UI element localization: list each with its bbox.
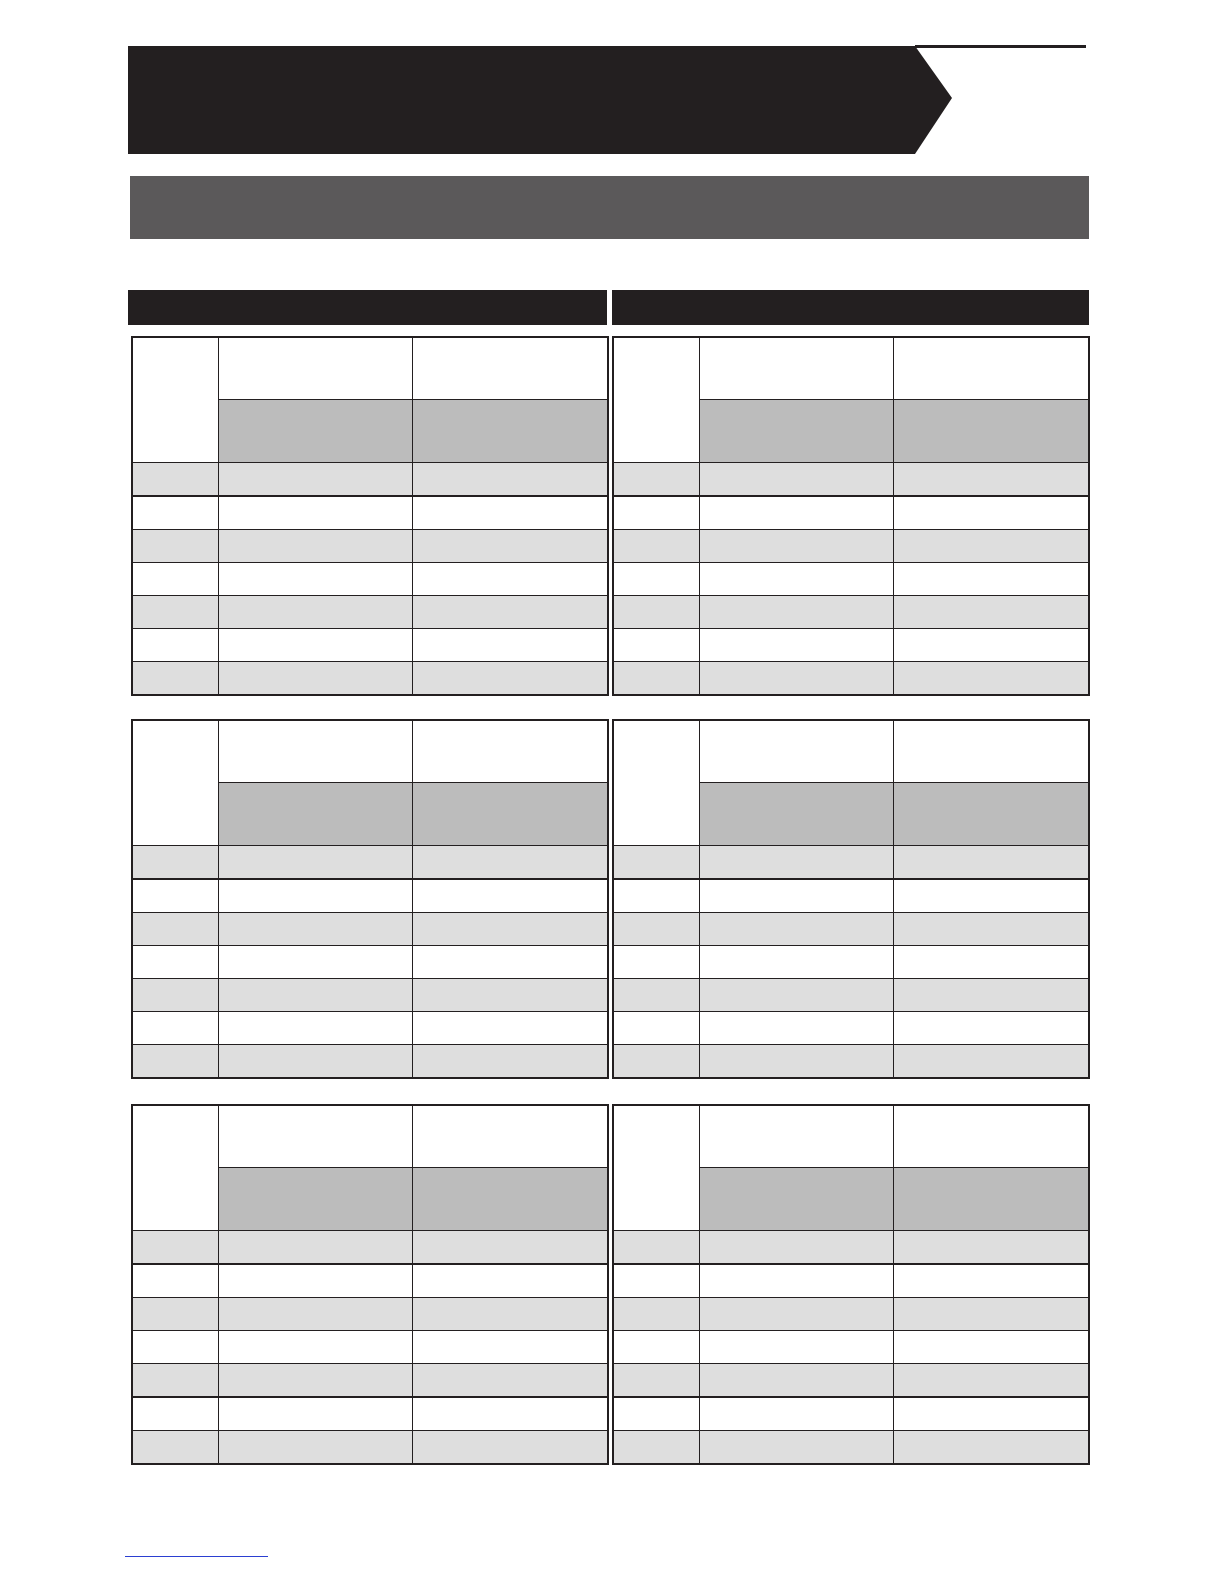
table-row [132,1231,608,1265]
table-row [613,1331,1089,1364]
table-cell [613,879,699,913]
table-cell [218,946,412,979]
table-cell [613,979,699,1012]
table-cell [699,1397,893,1431]
spec-table-right-3 [612,1104,1090,1465]
table-cell [132,1397,218,1431]
table-header-cell [412,337,608,400]
table-header-cell [218,1105,412,1168]
table-corner-cell [132,337,218,463]
table-cell [893,662,1089,696]
table-row [613,979,1089,1012]
table-cell [893,463,1089,497]
table-cell [699,1298,893,1331]
table-cell [412,629,608,662]
table-cell [613,563,699,596]
table-row [132,913,608,946]
table-row [132,1012,608,1045]
table-subheader-cell [699,1168,893,1231]
table-corner-cell [132,1105,218,1231]
table-cell [613,946,699,979]
table-row [132,1331,608,1364]
table-cell [412,846,608,880]
table-cell [132,1264,218,1298]
table-cell [132,596,218,629]
table-cell [218,913,412,946]
table-row [613,913,1089,946]
left-column-header [128,290,607,325]
table-cell [218,1012,412,1045]
table-cell [699,1231,893,1265]
table-cell [893,1231,1089,1265]
table-cell [613,1012,699,1045]
table-row [613,1431,1089,1465]
table-cell [412,1364,608,1398]
table-cell [218,1045,412,1079]
table-cell [893,629,1089,662]
table-cell [412,1397,608,1431]
table-subheader-cell [893,783,1089,846]
table-subheader-cell [412,1168,608,1231]
spec-table-right-2 [612,719,1090,1079]
table-row [132,662,608,696]
table-subheader-cell [699,783,893,846]
table-row [132,879,608,913]
table-header-cell [699,337,893,400]
table-cell [218,1298,412,1331]
table-row [132,463,608,497]
table-row [132,629,608,662]
right-column-header [612,290,1089,325]
table-cell [132,1012,218,1045]
table-row [132,1264,608,1298]
table-subheader-cell [893,1168,1089,1231]
table-cell [893,1331,1089,1364]
table-row [132,979,608,1012]
table-header-cell [412,1105,608,1168]
table-cell [132,1364,218,1398]
table-cell [412,1264,608,1298]
table-cell [699,946,893,979]
table-cell [893,1012,1089,1045]
table-cell [613,463,699,497]
table-cell [613,530,699,563]
table-row [132,1397,608,1431]
spec-table-right-1 [612,336,1090,696]
table-cell [218,846,412,880]
table-cell [412,1231,608,1265]
table-cell [412,563,608,596]
table-cell [699,496,893,530]
table-row [132,846,608,880]
table-cell [218,530,412,563]
table-row [132,1431,608,1465]
table-subheader-cell [699,400,893,463]
table-header-cell [699,1105,893,1168]
table-cell [893,1364,1089,1398]
table-row [613,596,1089,629]
table-cell [132,1431,218,1465]
table-cell [893,913,1089,946]
table-row [613,879,1089,913]
table-cell [412,463,608,497]
table-cell [699,463,893,497]
table-cell [613,596,699,629]
table-cell [412,1045,608,1079]
table-row [613,946,1089,979]
table-cell [893,1264,1089,1298]
table-cell [218,662,412,696]
table-cell [893,1045,1089,1079]
table-cell [699,1045,893,1079]
table-header-cell [893,720,1089,783]
table-row [613,1012,1089,1045]
table-corner-cell [613,1105,699,1231]
table-subheader-cell [893,400,1089,463]
table-cell [699,879,893,913]
table-row [613,496,1089,530]
table-cell [218,463,412,497]
table-cell [613,913,699,946]
table-cell [613,629,699,662]
table-cell [613,1431,699,1465]
table-cell [412,879,608,913]
table-cell [893,563,1089,596]
table-cell [218,1231,412,1265]
table-row [613,1364,1089,1398]
table-header-cell [699,720,893,783]
header-banner [128,46,952,154]
table-header-cell [893,1105,1089,1168]
table-cell [412,496,608,530]
table-cell [893,596,1089,629]
table-cell [132,629,218,662]
table-cell [893,846,1089,880]
table-cell [412,662,608,696]
table-cell [132,1045,218,1079]
table-row [613,1045,1089,1079]
table-cell [132,913,218,946]
table-cell [893,1397,1089,1431]
table-cell [218,496,412,530]
table-row [613,1231,1089,1265]
table-cell [613,1264,699,1298]
table-cell [218,629,412,662]
table-header-cell [218,337,412,400]
table-cell [412,1331,608,1364]
table-cell [613,1331,699,1364]
table-cell [699,1264,893,1298]
section-heading [130,176,1089,239]
table-row [613,563,1089,596]
table-row [132,1045,608,1079]
table-cell [613,1231,699,1265]
table-cell [132,563,218,596]
table-cell [412,979,608,1012]
table-row [613,629,1089,662]
table-cell [218,596,412,629]
table-subheader-cell [412,400,608,463]
table-cell [218,1331,412,1364]
table-cell [132,530,218,563]
table-subheader-cell [412,783,608,846]
table-cell [218,979,412,1012]
table-cell [412,1012,608,1045]
table-header-cell [412,720,608,783]
table-row [132,1364,608,1398]
table-row [613,846,1089,880]
table-corner-cell [613,720,699,846]
table-cell [699,913,893,946]
table-cell [132,979,218,1012]
table-row [613,1264,1089,1298]
table-row [132,496,608,530]
table-cell [412,1431,608,1465]
table-cell [613,1045,699,1079]
table-cell [132,1231,218,1265]
table-row [613,463,1089,497]
table-cell [613,662,699,696]
spec-table-left-2 [131,719,609,1079]
table-cell [132,846,218,880]
table-cell [132,879,218,913]
table-corner-cell [613,337,699,463]
table-cell [132,1298,218,1331]
table-cell [412,946,608,979]
table-cell [218,879,412,913]
spec-table-left-1 [131,336,609,696]
table-cell [699,1364,893,1398]
footer-link[interactable] [125,1556,268,1557]
table-cell [893,530,1089,563]
table-cell [699,979,893,1012]
table-cell [699,596,893,629]
table-cell [218,1431,412,1465]
table-corner-cell [132,720,218,846]
table-cell [893,1431,1089,1465]
table-cell [699,846,893,880]
table-header-cell [218,720,412,783]
table-subheader-cell [218,783,412,846]
table-row [132,530,608,563]
table-cell [699,1331,893,1364]
table-cell [412,596,608,629]
table-cell [699,662,893,696]
table-cell [893,946,1089,979]
table-cell [132,496,218,530]
table-row [613,530,1089,563]
table-cell [613,846,699,880]
table-row [132,1298,608,1331]
table-row [613,1298,1089,1331]
table-cell [132,1331,218,1364]
table-cell [218,1364,412,1398]
table-subheader-cell [218,1168,412,1231]
table-cell [218,1397,412,1431]
table-cell [218,563,412,596]
table-cell [613,1364,699,1398]
table-cell [893,496,1089,530]
table-row [613,662,1089,696]
table-cell [613,496,699,530]
table-cell [412,1298,608,1331]
table-row [613,1397,1089,1431]
table-subheader-cell [218,400,412,463]
table-cell [699,629,893,662]
table-row [132,596,608,629]
table-cell [613,1397,699,1431]
spec-table-left-3 [131,1104,609,1465]
table-cell [132,463,218,497]
table-cell [699,1012,893,1045]
banner-rule [915,45,1086,48]
table-row [132,946,608,979]
table-row [132,563,608,596]
table-header-cell [893,337,1089,400]
table-cell [893,979,1089,1012]
table-cell [699,1431,893,1465]
table-cell [699,530,893,563]
table-cell [699,563,893,596]
table-cell [132,662,218,696]
table-cell [613,1298,699,1331]
table-cell [893,1298,1089,1331]
table-cell [893,879,1089,913]
table-cell [132,946,218,979]
table-cell [412,530,608,563]
table-cell [412,913,608,946]
table-cell [218,1264,412,1298]
